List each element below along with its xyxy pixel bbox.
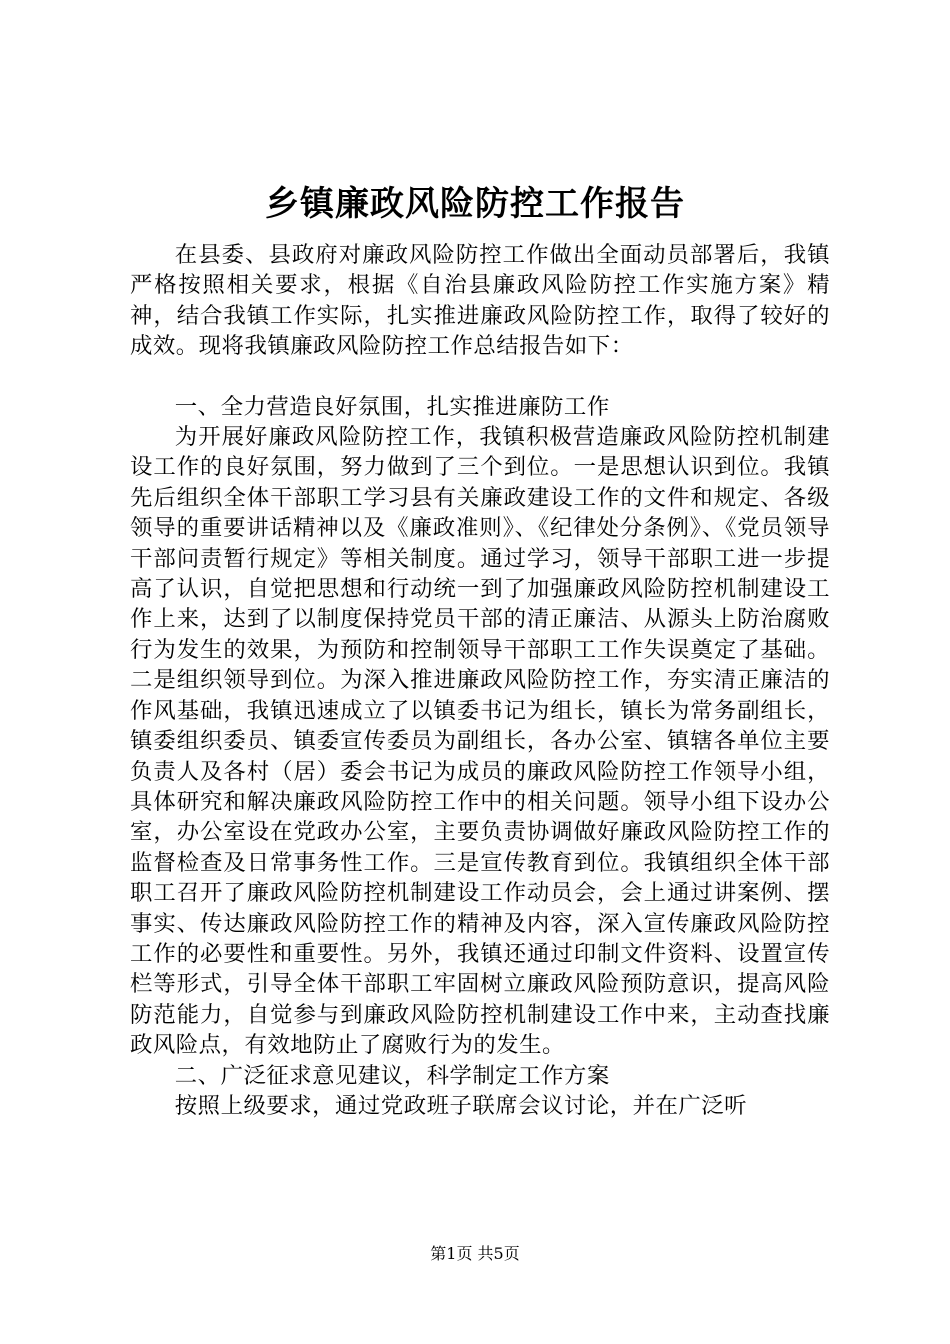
intro-paragraph: 在县委、县政府对廉政风险防控工作做出全面动员部署后，我镇严格按照相关要求，根据《自治县廉政风险防控工作实施方案》精神，结合我镇工作实际，扎实推进廉政风险防控工作，取得了较好的成效。现将我镇廉政风险防控工作总结报告如下： xyxy=(130,242,830,360)
section-1-heading: 一、全力营造良好氛围，扎实推进廉防工作 xyxy=(174,393,610,420)
section-2-paragraph: 按照上级要求，通过党政班子联席会议讨论，并在广泛听 xyxy=(174,1092,748,1119)
section-1-paragraph: 为开展好廉政风险防控工作，我镇积极营造廉政风险防控机制建设工作的良好氛围，努力做到了三个到位。一是思想认识到位。我镇先后组织全体干部职工学习县有关廉政建设工作的文件和规定、各级领导的重要讲话精神以及《廉政准则》、《纪律处分条例》、《党员领导干部问责暂行规定》等相关制度。通过学习，领导干部职工进一步提高了认识，自觉把思想和行动统一到了加强廉政风险防控机制建设工作上来，达到了以制度保持党员干部的清正廉洁、从源头上防治腐败行为发生的效果，为预防和控制领导干部职工工作失误奠定了基础。二是组织领导到位。为深入推进廉政风险防控工作，夯实清正廉洁的作风基础，我镇迅速成立了以镇委书记为组长，镇长为常务副组长，镇委组织委员、镇委宣传委员为副组长，各办公室、镇辖各单位主要负责人及各村（居）委会书记为成员的廉政风险防控工作领导小组，具体研究和解决廉政风险防控工作中的相关问题。领导小组下设办公室，办公室设在党政办公室，主要负责协调做好廉政风险防控工作的监督检查及日常事务性工作。三是宣传教育到位。我镇组织全体干部职工召开了廉政风险防控机制建设工作动员会，会上通过讲案例、摆事实、传达廉政风险防控工作的精神及内容，深入宣传廉政风险防控工作的必要性和重要性。另外，我镇还通过印制文件资料、设置宣传栏等形式，引导全体干部职工牢固树立廉政风险预防意识，提高风险防范能力，自觉参与到廉政风险防控机制建设工作中来，主动查找廉政风险点，有效地防止了腐败行为的发生。 xyxy=(130,424,830,1059)
page-footer: 第1页 共5页 xyxy=(430,1244,520,1263)
section-2-heading: 二、广泛征求意见建议，科学制定工作方案 xyxy=(174,1062,610,1089)
document-title: 乡镇廉政风险防控工作报告 xyxy=(265,184,685,224)
document-body xyxy=(130,240,830,1121)
